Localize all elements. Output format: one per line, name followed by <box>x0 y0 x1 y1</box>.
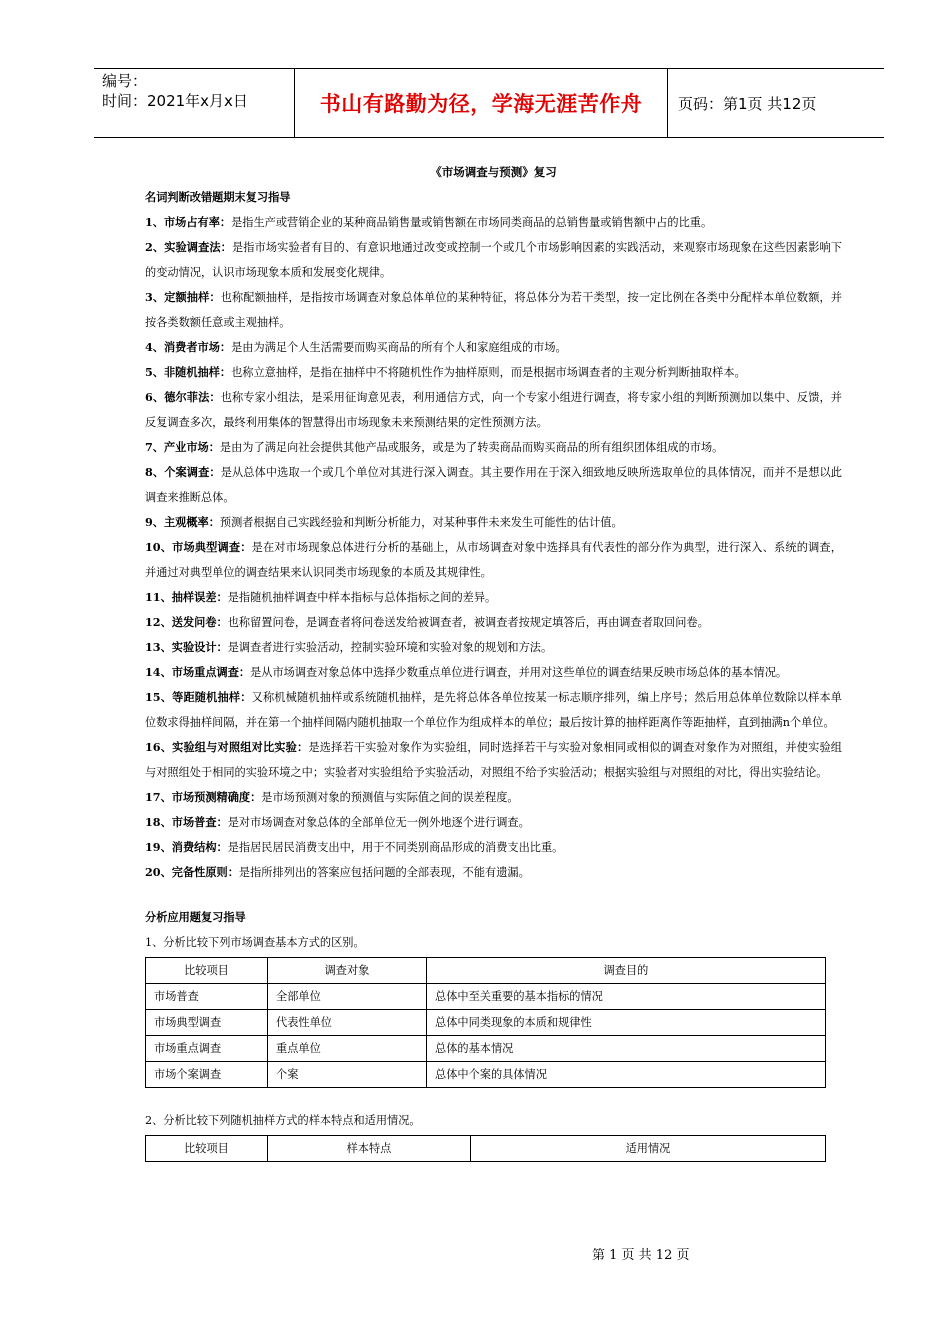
term-definition: 是从市场调查对象总体中选择少数重点单位进行调查，并用对这些单位的调查结果反映市场总体的基本情况。 <box>250 666 788 679</box>
table-header-cell: 比较项目 <box>146 1136 268 1162</box>
terms-list <box>145 210 842 885</box>
term-definition: 是指所排列出的答案应包括问题的全部表现，不能有遗漏。 <box>238 866 530 879</box>
term-name: 14、市场重点调查： <box>145 665 251 679</box>
term-definition: 是指随机抽样调查中样本指标与总体指标之间的差异。 <box>227 591 497 604</box>
table-cell: 代表性单位 <box>268 1010 427 1036</box>
table-cell: 市场普查 <box>146 984 268 1010</box>
term-name: 8、个案调查： <box>145 465 221 479</box>
question-2: 2、分析比较下列随机抽样方式的样本特点和适用情况。 <box>145 1114 421 1127</box>
table-header-cell: 适用情况 <box>471 1136 826 1162</box>
term-item <box>145 635 842 660</box>
header-motto: 书山有路勤为径，学海无涯苦作舟 <box>294 69 668 137</box>
term-definition: 是指市场实验者有目的、有意识地通过改变或控制一个或几个市场影响因素的实践活动，来观察市场现象在这些因素影响下的变动情况，认识市场现象本质和发展变化规律。 <box>145 241 842 279</box>
term-definition: 是选择若干实验对象作为实验组，同时选择若干与实验对象相同或相似的调查对象作为对照组，并使实验组与对照组处于相同的实验环境之中；实验者对实验组给予实验活动，对照组不给予实验活动；根据实验组与对照组的对比，得出实验结论。 <box>145 741 842 779</box>
table-cell: 市场典型调查 <box>146 1010 268 1036</box>
term-definition: 是市场预测对象的预测值与实际值之间的误差程度。 <box>261 791 519 804</box>
section-gap <box>145 1088 842 1108</box>
term-definition: 也称配额抽样，是指按市场调查对象总体单位的某种特征，将总体分为若干类型，按一定比例在各类中分配样本单位数额，并按各类数额任意或主观抽样。 <box>145 291 842 329</box>
term-name: 3、定额抽样： <box>145 290 221 304</box>
term-definition: 是在对市场现象总体进行分析的基础上，从市场调查对象中选择具有代表性的部分作为典型，进行深入、系统的调查，并通过对典型单位的调查结果来认识同类市场现象的本质及其规律性。 <box>145 541 842 579</box>
term-name: 5、非随机抽样： <box>145 365 232 379</box>
term-definition: 又称机械随机抽样或系统随机抽样，是先将总体各单位按某一标志顺序排列，编上序号；然后用总体单位数除以样本单位数求得抽样间隔，并在第一个抽样间隔内随机抽取一个单位作为组成样本的单位；最后按计算的抽样距离作等距抽样，直到抽满n个单位。 <box>145 691 842 729</box>
term-name: 6、德尔菲法： <box>145 390 221 404</box>
term-definition: 是指居民居民消费支出中，用于不同类别商品形成的消费支出比重。 <box>227 841 564 854</box>
table-cell: 全部单位 <box>268 984 427 1010</box>
table-header-cell: 调查对象 <box>268 958 427 984</box>
term-name: 17、市场预测精确度： <box>145 790 262 804</box>
term-name: 10、市场典型调查： <box>145 540 252 554</box>
term-item <box>145 435 842 460</box>
time-label: 时间：2021年x月x日 <box>102 92 248 110</box>
term-item <box>145 735 842 785</box>
term-item <box>145 660 842 685</box>
term-name: 15、等距随机抽样： <box>145 690 252 704</box>
table-cell: 重点单位 <box>268 1036 427 1062</box>
term-item <box>145 385 842 435</box>
term-name: 2、实验调查法： <box>145 240 232 254</box>
table-header-cell: 样本特点 <box>268 1136 471 1162</box>
table-cell: 个案 <box>268 1062 427 1088</box>
table-row <box>146 1062 826 1088</box>
term-item <box>145 785 842 810</box>
term-name: 9、主观概率： <box>145 515 220 529</box>
comparison-table-2 <box>145 1135 826 1162</box>
question-1: 1、分析比较下列市场调查基本方式的区别。 <box>145 936 365 949</box>
table-header-cell: 比较项目 <box>146 958 268 984</box>
section-gap <box>145 885 842 905</box>
serial-label: 编号： <box>102 72 148 90</box>
term-name: 19、消费结构： <box>145 840 228 854</box>
term-item <box>145 810 842 835</box>
term-definition: 是由为了满足向社会提供其他产品或服务，或是为了转卖商品而购买商品的所有组织团体组成的市场。 <box>219 441 724 454</box>
term-name: 1、市场占有率： <box>145 215 232 229</box>
table-cell: 总体中至关重要的基本指标的情况 <box>427 984 826 1010</box>
term-name: 4、消费者市场： <box>145 340 232 354</box>
term-item <box>145 460 842 510</box>
term-item <box>145 210 842 235</box>
term-item <box>145 360 842 385</box>
term-definition: 是对市场调查对象总体的全部单位无一例外地逐个进行调查。 <box>227 816 530 829</box>
term-name: 12、送发问卷： <box>145 615 228 629</box>
header-meta <box>102 71 248 111</box>
section-title-analysis: 分析应用题复习指导 <box>145 910 246 924</box>
term-name: 16、实验组与对照组对比实验： <box>145 740 309 754</box>
term-name: 7、产业市场： <box>145 440 220 454</box>
term-name: 20、完备性原则： <box>145 865 239 879</box>
term-name: 13、实验设计： <box>145 640 228 654</box>
term-name: 18、市场普查： <box>145 815 228 829</box>
table-cell: 总体中个案的具体情况 <box>427 1062 826 1088</box>
page-header <box>94 68 884 138</box>
table-row <box>146 1010 826 1036</box>
term-item <box>145 835 842 860</box>
term-item <box>145 535 842 585</box>
table-header-cell: 调查目的 <box>427 958 826 984</box>
table-row <box>146 1036 826 1062</box>
table-header-row <box>146 958 826 984</box>
header-page-info: 页码：第1页 共12页 <box>678 94 817 113</box>
term-definition: 是从总体中选取一个或几个单位对其进行深入调查。其主要作用在于深入细致地反映所选取单位的具体情况，而并不是想以此调查来推断总体。 <box>145 466 842 504</box>
table-header-row <box>146 1136 826 1162</box>
term-item <box>145 685 842 735</box>
term-item <box>145 335 842 360</box>
comparison-table-1 <box>145 957 826 1088</box>
page-footer: 第 1 页 共 12 页 <box>592 1248 690 1263</box>
term-name: 11、抽样误差： <box>145 590 228 604</box>
term-definition: 是由为满足个人生活需要而购买商品的所有个人和家庭组成的市场。 <box>231 341 567 354</box>
table-cell: 总体中同类现象的本质和规律性 <box>427 1010 826 1036</box>
term-item <box>145 510 842 535</box>
term-item <box>145 585 842 610</box>
term-definition: 预测者根据自己实践经验和判断分析能力，对某种事件未来发生可能性的估计值。 <box>219 516 623 529</box>
term-item <box>145 285 842 335</box>
document-body <box>145 160 842 1162</box>
term-definition: 是调查者进行实验活动，控制实验环境和实验对象的规划和方法。 <box>227 641 553 654</box>
term-item <box>145 610 842 635</box>
term-definition: 也称立意抽样，是指在抽样中不将随机性作为抽样原则，而是根据市场调查者的主观分析判断抽取样本。 <box>231 366 746 379</box>
table-cell: 市场个案调查 <box>146 1062 268 1088</box>
table-cell: 市场重点调查 <box>146 1036 268 1062</box>
term-definition: 也称专家小组法，是采用征询意见表，利用通信方式，向一个专家小组进行调查，将专家小组的判断预测加以集中、反馈，并反复调查多次，最终利用集体的智慧得出市场现象未来预测结果的定性预测方法。 <box>145 391 842 429</box>
section-title-terms: 名词判断改错题期末复习指导 <box>145 190 291 204</box>
term-item <box>145 860 842 885</box>
term-item <box>145 235 842 285</box>
table-row <box>146 984 826 1010</box>
term-definition: 是指生产或营销企业的某种商品销售量或销售额在市场同类商品的总销售量或销售额中占的比重。 <box>231 216 713 229</box>
document-title: 《市场调查与预测》复习 <box>430 165 557 179</box>
table-cell: 总体的基本情况 <box>427 1036 826 1062</box>
term-definition: 也称留置问卷，是调查者将问卷送发给被调查者，被调查者按规定填答后，再由调查者取回问卷。 <box>227 616 709 629</box>
